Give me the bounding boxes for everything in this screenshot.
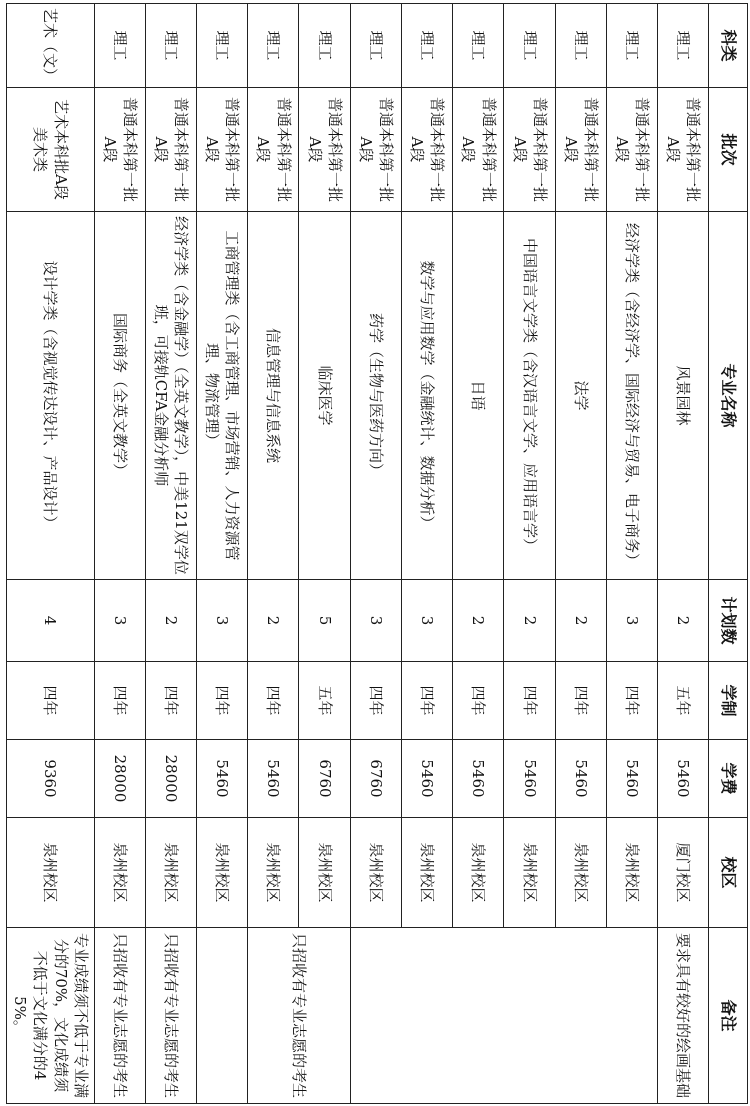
cell-batch: 艺术本科批A段美术类 <box>7 88 95 212</box>
cell-major: 药学（生物与医药方向） <box>350 212 401 580</box>
cell-campus: 泉州校区 <box>401 818 452 928</box>
cell-category: 艺术（文） <box>7 4 95 88</box>
cell-batch: 普通本科第一批A段 <box>299 88 350 212</box>
cell-campus: 泉州校区 <box>504 818 555 928</box>
cell-plan: 3 <box>606 580 657 662</box>
cell-tuition: 5460 <box>606 740 657 818</box>
table-row <box>94 4 145 1104</box>
cell-tuition: 28000 <box>94 740 145 818</box>
admission-plan-table <box>6 3 748 1104</box>
cell-category: 理工 <box>197 4 248 88</box>
cell-campus: 泉州校区 <box>248 818 299 928</box>
cell-major: 数学与应用数学（金融统计、数据分析） <box>401 212 452 580</box>
cell-category: 理工 <box>248 4 299 88</box>
cell-duration: 四年 <box>145 662 196 740</box>
cell-tuition: 5460 <box>453 740 504 818</box>
cell-category: 理工 <box>504 4 555 88</box>
cell-batch: 普通本科第一批A段 <box>658 88 709 212</box>
cell-campus: 泉州校区 <box>145 818 196 928</box>
cell-batch: 普通本科第一批A段 <box>145 88 196 212</box>
table-row <box>7 4 95 1104</box>
cell-major: 设计学类（含视觉传达设计、产品设计） <box>7 212 95 580</box>
cell-duration: 四年 <box>350 662 401 740</box>
cell-major: 工商管理类（含工商管理、市场营销、人力资源管理、物流管理） <box>197 212 248 580</box>
cell-campus: 泉州校区 <box>555 818 606 928</box>
cell-duration: 四年 <box>94 662 145 740</box>
cell-category: 理工 <box>555 4 606 88</box>
cell-notes <box>350 928 657 1104</box>
cell-duration: 四年 <box>453 662 504 740</box>
cell-category: 理工 <box>350 4 401 88</box>
cell-campus: 泉州校区 <box>197 818 248 928</box>
cell-plan: 3 <box>350 580 401 662</box>
cell-plan: 2 <box>453 580 504 662</box>
cell-tuition: 6760 <box>299 740 350 818</box>
cell-plan: 3 <box>401 580 452 662</box>
cell-category: 理工 <box>606 4 657 88</box>
header-tuition: 学费 <box>709 740 748 818</box>
header-row <box>709 4 748 1104</box>
cell-batch: 普通本科第一批A段 <box>94 88 145 212</box>
table-row <box>606 4 657 1104</box>
cell-batch: 普通本科第一批A段 <box>197 88 248 212</box>
cell-plan: 2 <box>504 580 555 662</box>
cell-duration: 四年 <box>197 662 248 740</box>
cell-campus: 泉州校区 <box>453 818 504 928</box>
cell-tuition: 5460 <box>197 740 248 818</box>
cell-campus: 泉州校区 <box>350 818 401 928</box>
cell-tuition: 28000 <box>145 740 196 818</box>
cell-plan: 2 <box>555 580 606 662</box>
cell-notes <box>197 928 248 1104</box>
cell-category: 理工 <box>453 4 504 88</box>
cell-plan: 3 <box>197 580 248 662</box>
cell-tuition: 5460 <box>401 740 452 818</box>
header-plan: 计划数 <box>709 580 748 662</box>
cell-plan: 2 <box>145 580 196 662</box>
table-row <box>145 4 196 1104</box>
cell-major: 信息管理与信息系统 <box>248 212 299 580</box>
cell-duration: 四年 <box>555 662 606 740</box>
cell-campus: 泉州校区 <box>299 818 350 928</box>
cell-duration: 四年 <box>7 662 95 740</box>
cell-plan: 4 <box>7 580 95 662</box>
cell-tuition: 6760 <box>350 740 401 818</box>
cell-batch: 普通本科第一批A段 <box>401 88 452 212</box>
cell-duration: 四年 <box>248 662 299 740</box>
cell-tuition: 5460 <box>658 740 709 818</box>
cell-category: 理工 <box>658 4 709 88</box>
table-row <box>658 4 709 1104</box>
cell-notes: 专业成绩须不低于专业满分的70%，文化成绩须不低于文化满分的45%。 <box>7 928 95 1104</box>
cell-campus: 泉州校区 <box>7 818 95 928</box>
cell-notes: 只招收有专业志愿的考生 <box>145 928 196 1104</box>
cell-tuition: 9360 <box>7 740 95 818</box>
cell-batch: 普通本科第一批A段 <box>555 88 606 212</box>
cell-batch: 普通本科第一批A段 <box>606 88 657 212</box>
cell-notes: 只招收有专业志愿的考生 <box>94 928 145 1104</box>
cell-batch: 普通本科第一批A段 <box>350 88 401 212</box>
cell-tuition: 5460 <box>248 740 299 818</box>
cell-major: 经济学类（含经济学、国际经济与贸易、电子商务） <box>606 212 657 580</box>
cell-batch: 普通本科第一批A段 <box>504 88 555 212</box>
header-campus: 校区 <box>709 818 748 928</box>
cell-plan: 2 <box>658 580 709 662</box>
cell-tuition: 5460 <box>555 740 606 818</box>
table-row <box>197 4 248 1104</box>
cell-duration: 四年 <box>606 662 657 740</box>
cell-category: 理工 <box>145 4 196 88</box>
cell-category: 理工 <box>94 4 145 88</box>
cell-major: 法学 <box>555 212 606 580</box>
cell-major: 经济学类（含金融学）（全英文教学），中美121双学位班，可接轨CFA金融分析师 <box>145 212 196 580</box>
header-category: 科类 <box>709 4 748 88</box>
cell-plan: 3 <box>94 580 145 662</box>
header-major: 专业名称 <box>709 212 748 580</box>
cell-category: 理工 <box>401 4 452 88</box>
cell-major: 临床医学 <box>299 212 350 580</box>
header-batch: 批次 <box>709 88 748 212</box>
cell-major: 风景园林 <box>658 212 709 580</box>
cell-campus: 泉州校区 <box>94 818 145 928</box>
cell-notes: 要求具有较好的绘画基础 <box>658 928 709 1104</box>
cell-duration: 四年 <box>504 662 555 740</box>
cell-batch: 普通本科第一批A段 <box>453 88 504 212</box>
cell-plan: 5 <box>299 580 350 662</box>
cell-plan: 2 <box>248 580 299 662</box>
header-duration: 学制 <box>709 662 748 740</box>
cell-duration: 五年 <box>299 662 350 740</box>
cell-major: 国际商务（全英文教学） <box>94 212 145 580</box>
cell-duration: 五年 <box>658 662 709 740</box>
cell-notes: 只招收有专业志愿的考生 <box>248 928 350 1104</box>
cell-campus: 厦门校区 <box>658 818 709 928</box>
table-row <box>299 4 350 1104</box>
cell-category: 理工 <box>299 4 350 88</box>
header-notes: 备注 <box>709 928 748 1104</box>
cell-major: 中国语言文学类（含汉语言文学、应用语言学） <box>504 212 555 580</box>
cell-batch: 普通本科第一批A段 <box>248 88 299 212</box>
cell-major: 日语 <box>453 212 504 580</box>
cell-duration: 四年 <box>401 662 452 740</box>
cell-tuition: 5460 <box>504 740 555 818</box>
cell-campus: 泉州校区 <box>606 818 657 928</box>
